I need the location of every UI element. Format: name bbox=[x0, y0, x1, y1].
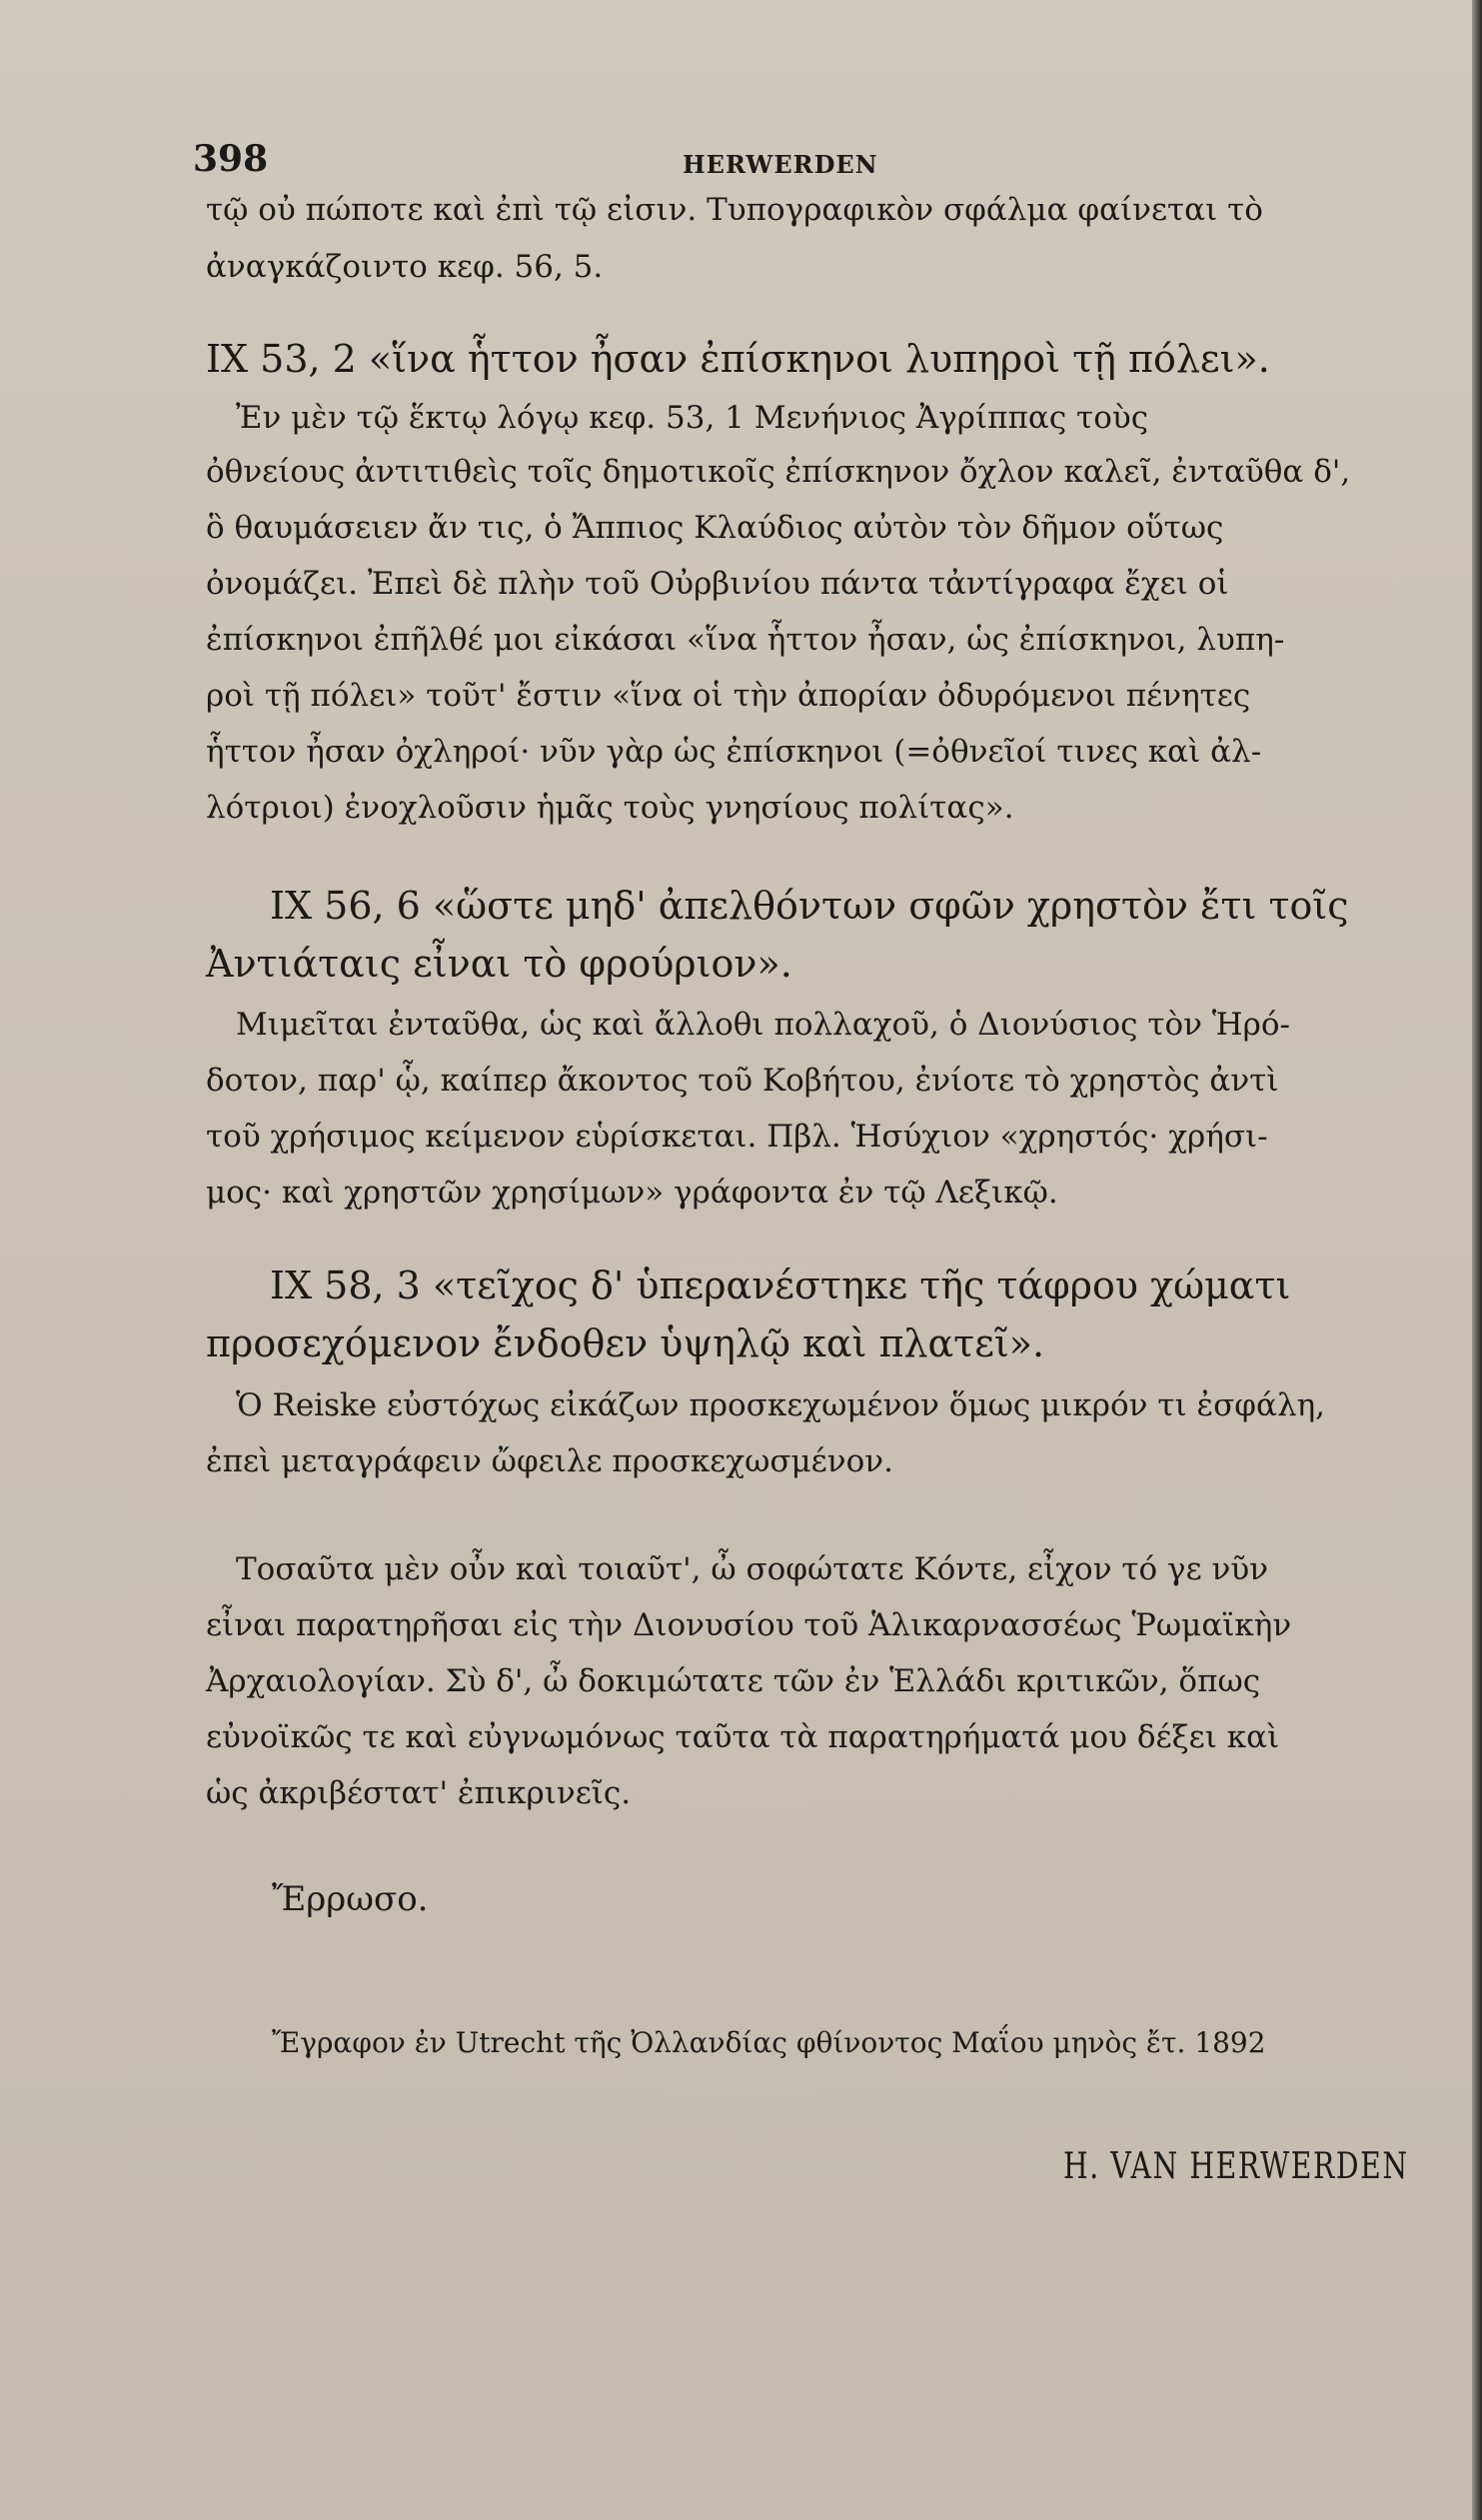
text-line: ἐπεὶ μεταγράφειν ὤφειλε προσκεχωσμένον. bbox=[206, 1443, 893, 1479]
text-line: ὀνομάζει. Ἐπεὶ δὲ πλὴν τοῦ Οὐρβινίου πάντα τἀντίγραφα ἔχει οἱ bbox=[206, 566, 1229, 602]
text-line: μος· καὶ χρηστῶν χρησίμων» γράφοντα ἐν τῷ Λεξικῷ. bbox=[206, 1175, 1058, 1211]
text-line: ροὶ τῇ πόλει» τοῦτ' ἔστιν «ἵνα οἱ τὴν ἀπορίαν ὀδυρόμενοι πένητες bbox=[206, 678, 1251, 714]
text-line: Τοσαῦτα μὲν οὖν καὶ τοιαῦτ', ὦ σοφώτατε Κόντε, εἶχον τό γε νῦν bbox=[236, 1551, 1269, 1587]
farewell: Ἔρρωσο. bbox=[272, 1879, 429, 1919]
text-line: τοῦ χρήσιμος κείμενον εὑρίσκεται. Πβλ. Ἡσύχιον «χρηστός· χρήσι- bbox=[206, 1119, 1268, 1155]
section-heading: IX 58, 3 «τεῖχος δ' ὑπερανέστηκε τῆς τάφρου χώματι bbox=[270, 1263, 1291, 1307]
page-number: 398 bbox=[193, 138, 269, 180]
text-line: Ὁ Reiske εὐστόχως εἰκάζων προσκεχωμένον ὅμως μικρόν τι ἐσφάλη, bbox=[236, 1387, 1326, 1423]
text-line: εἶναι παρατηρῆσαι εἰς τὴν Διονυσίου τοῦ Ἁλικαρνασσέως Ῥωμαϊκὴν bbox=[206, 1607, 1292, 1643]
text-line: ἐπίσκηνοι ἐπῆλθέ μοι εἰκάσαι «ἵνα ἧττον ἦσαν, ὡς ἐπίσκηνοι, λυπη- bbox=[206, 622, 1285, 658]
text-line: Ἐν μὲν τῷ ἕκτῳ λόγῳ κεφ. 53, 1 Μενήνιος Ἀγρίππας τοὺς bbox=[236, 400, 1149, 436]
page-header bbox=[193, 138, 1372, 188]
text-line: λότριοι) ἐνοχλοῦσιν ἡμᾶς τοὺς γνησίους πολίτας». bbox=[206, 790, 1014, 826]
text-line: δοτον, παρ' ᾧ, καίπερ ἄκοντος τοῦ Κοβήτου, ἐνίοτε τὸ χρηστὸς ἀντὶ bbox=[206, 1063, 1279, 1099]
date-line: Ἔγραφον ἐν Utrecht τῆς Ὀλλανδίας φθίνοντος Μαΐου μηνὸς ἔτ. 1892 bbox=[272, 2026, 1266, 2059]
signature: H. VAN HERWERDEN bbox=[1063, 2146, 1409, 2187]
section-heading: προσεχόμενον ἔνδοθεν ὑψηλῷ καὶ πλατεῖ». bbox=[206, 1321, 1045, 1365]
text-line: τῷ οὐ πώποτε καὶ ἐπὶ τῷ εἰσιν. Τυπογραφικὸν σφάλμα φαίνεται τὸ bbox=[206, 192, 1263, 228]
text-line: ὡς ἀκριβέστατ' ἐπικρινεῖς. bbox=[206, 1775, 632, 1811]
section-heading: IX 56, 6 «ὥστε μηδ' ἀπελθόντων σφῶν χρηστὸν ἔτι τοῖς bbox=[270, 884, 1349, 928]
text-line: ἀναγκάζοιντο κεφ. 56, 5. bbox=[206, 249, 604, 285]
text-line: ὀθνείους ἀντιτιθεὶς τοῖς δημοτικοῖς ἐπίσκηνον ὄχλον καλεῖ, ἐνταῦθα δ', bbox=[206, 454, 1351, 490]
section-heading: IX 53, 2 «ἵνα ἧττον ἦσαν ἐπίσκηνοι λυπηροὶ τῇ πόλει». bbox=[206, 337, 1270, 381]
text-line: Μιμεῖται ἐνταῦθα, ὡς καὶ ἄλλοθι πολλαχοῦ, ὁ Διονύσιος τὸν Ἡρό- bbox=[236, 1007, 1290, 1043]
text-line: Ἀρχαιολογίαν. Σὺ δ', ὦ δοκιμώτατε τῶν ἐν Ἑλλάδι κριτικῶν, ὅπως bbox=[206, 1663, 1261, 1699]
section-heading: Ἀντιάταις εἶναι τὸ φρούριον». bbox=[206, 942, 792, 986]
text-line: εὐνοϊκῶς τε καὶ εὐγνωμόνως ταῦτα τὰ παρατηρήματά μου δέξει καὶ bbox=[206, 1719, 1280, 1755]
book-spine-edge bbox=[1472, 0, 1482, 2520]
text-line: ὃ θαυμάσειεν ἄν τις, ὁ Ἄππιος Κλαύδιος αὐτὸν τὸν δῆμον οὕτως bbox=[206, 510, 1224, 546]
running-head: HERWERDEN bbox=[683, 150, 878, 179]
text-line: ἧττον ἦσαν ὀχληροί· νῦν γὰρ ὡς ἐπίσκηνοι (=ὀθνεῖοί τινες καὶ ἀλ- bbox=[206, 734, 1262, 770]
